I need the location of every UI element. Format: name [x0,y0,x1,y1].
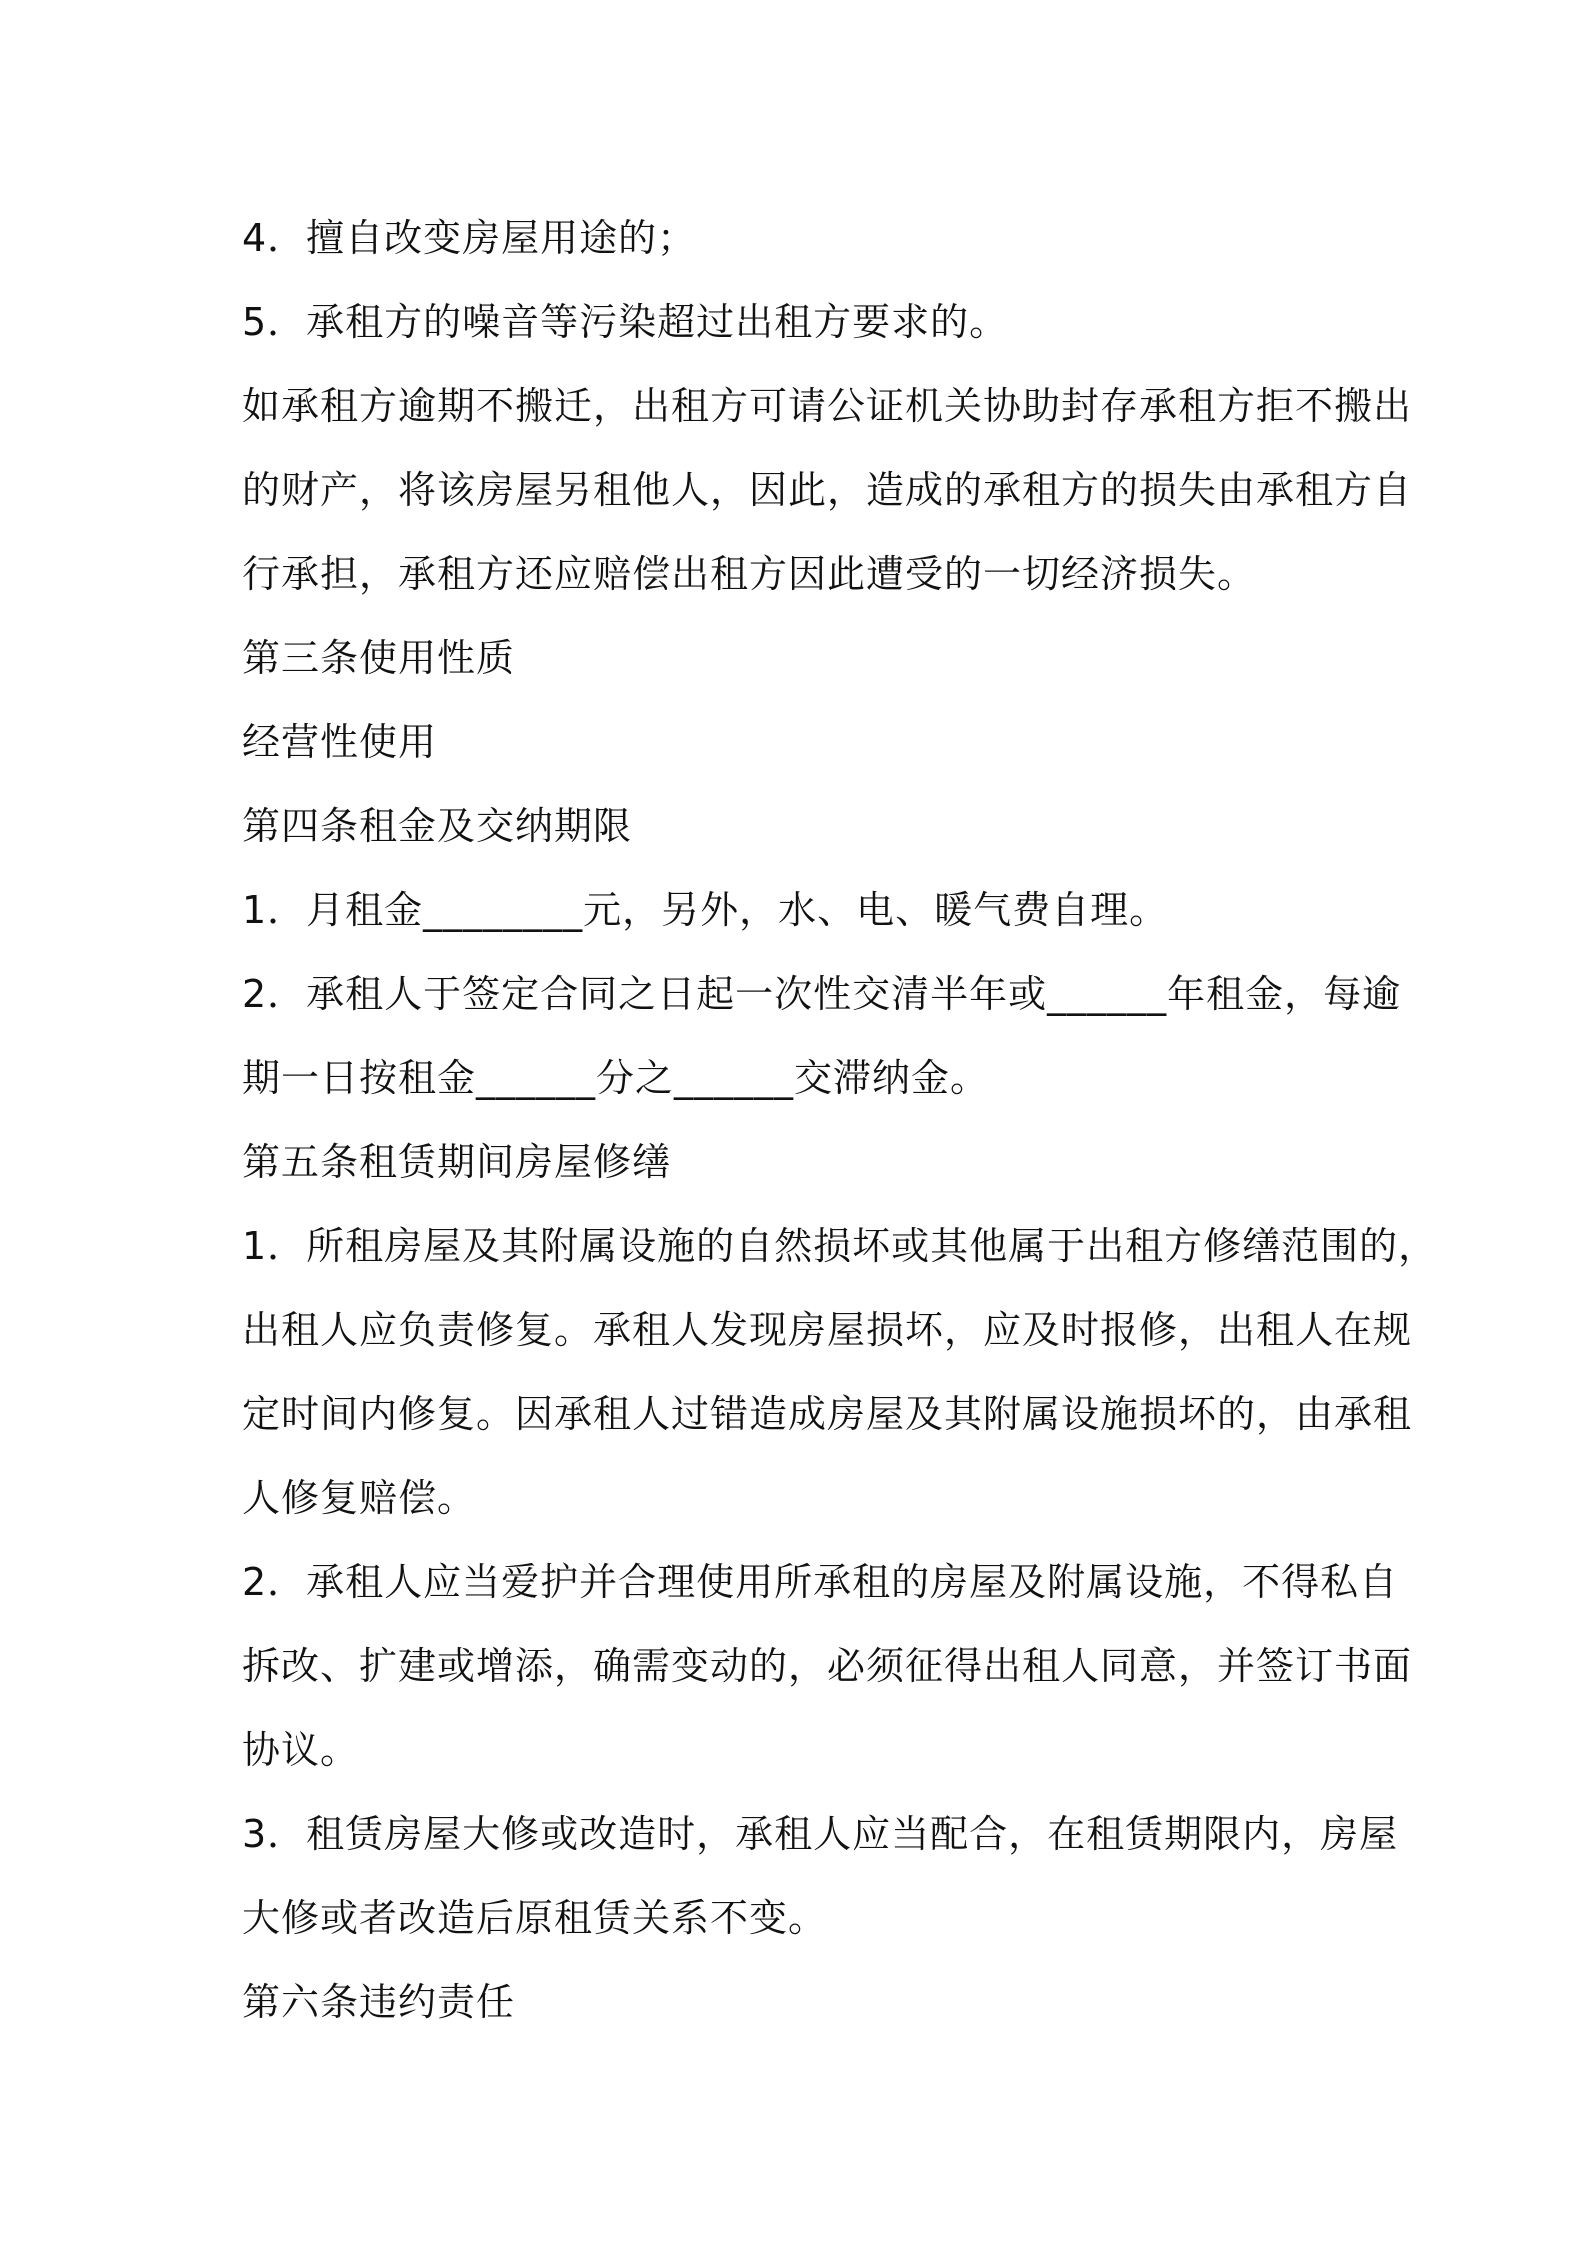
rent-item-1: 1．月租金________元，另外，水、电、暖气费自理。 [242,888,1169,932]
paragraph-line: 的财产，将该房屋另租他人，因此，造成的承租方的损失由承租方自 [242,468,1413,512]
repair-item-2-continued: 协议。 [242,1728,360,1772]
repair-item-2: 2．承租人应当爱护并合理使用所承租的房屋及附属设施，不得私自 [242,1560,1399,1604]
paragraph-line: 行承担，承租方还应赔偿出租方因此遭受的一切经济损失。 [242,552,1257,596]
repair-item-3: 3．租赁房屋大修或改造时，承租人应当配合，在租赁期限内，房屋 [242,1812,1399,1856]
repair-item-2-continued: 拆改、扩建或增添，确需变动的，必须征得出租人同意，并签订书面 [242,1644,1413,1688]
rent-item-2-continued: 期一日按租金______分之______交滞纳金。 [242,1056,990,1100]
document-body [242,196,1438,2044]
article-heading-3: 第三条使用性质 [242,636,516,680]
article-heading-6: 第六条违约责任 [242,1980,516,2024]
paragraph-line: 如承租方逾期不搬迁，出租方可请公证机关协助封存承租方拒不搬出 [242,384,1413,428]
article-heading-5: 第五条租赁期间房屋修缮 [242,1140,672,1184]
article-heading-4: 第四条租金及交纳期限 [242,804,633,848]
repair-item-3-continued: 大修或者改造后原租赁关系不变。 [242,1896,828,1940]
article-3-text: 经营性使用 [242,720,438,764]
rent-item-2: 2．承租人于签定合同之日起一次性交清半年或______年租金，每逾 [242,972,1402,1016]
clause-item-5: 5．承租方的噪音等污染超过出租方要求的。 [242,300,1009,344]
repair-item-1-continued: 定时间内修复。因承租人过错造成房屋及其附属设施损坏的，由承租 [242,1392,1413,1436]
clause-item-4: 4．擅自改变房屋用途的； [242,216,697,260]
repair-item-1-continued: 出租人应负责修复。承租人发现房屋损坏，应及时报修，出租人在规 [242,1308,1413,1352]
repair-item-1: 1．所租房屋及其附属设施的自然损坏或其他属于出租方修缮范围的， [242,1224,1438,1268]
repair-item-1-continued: 人修复赔偿。 [242,1476,477,1520]
